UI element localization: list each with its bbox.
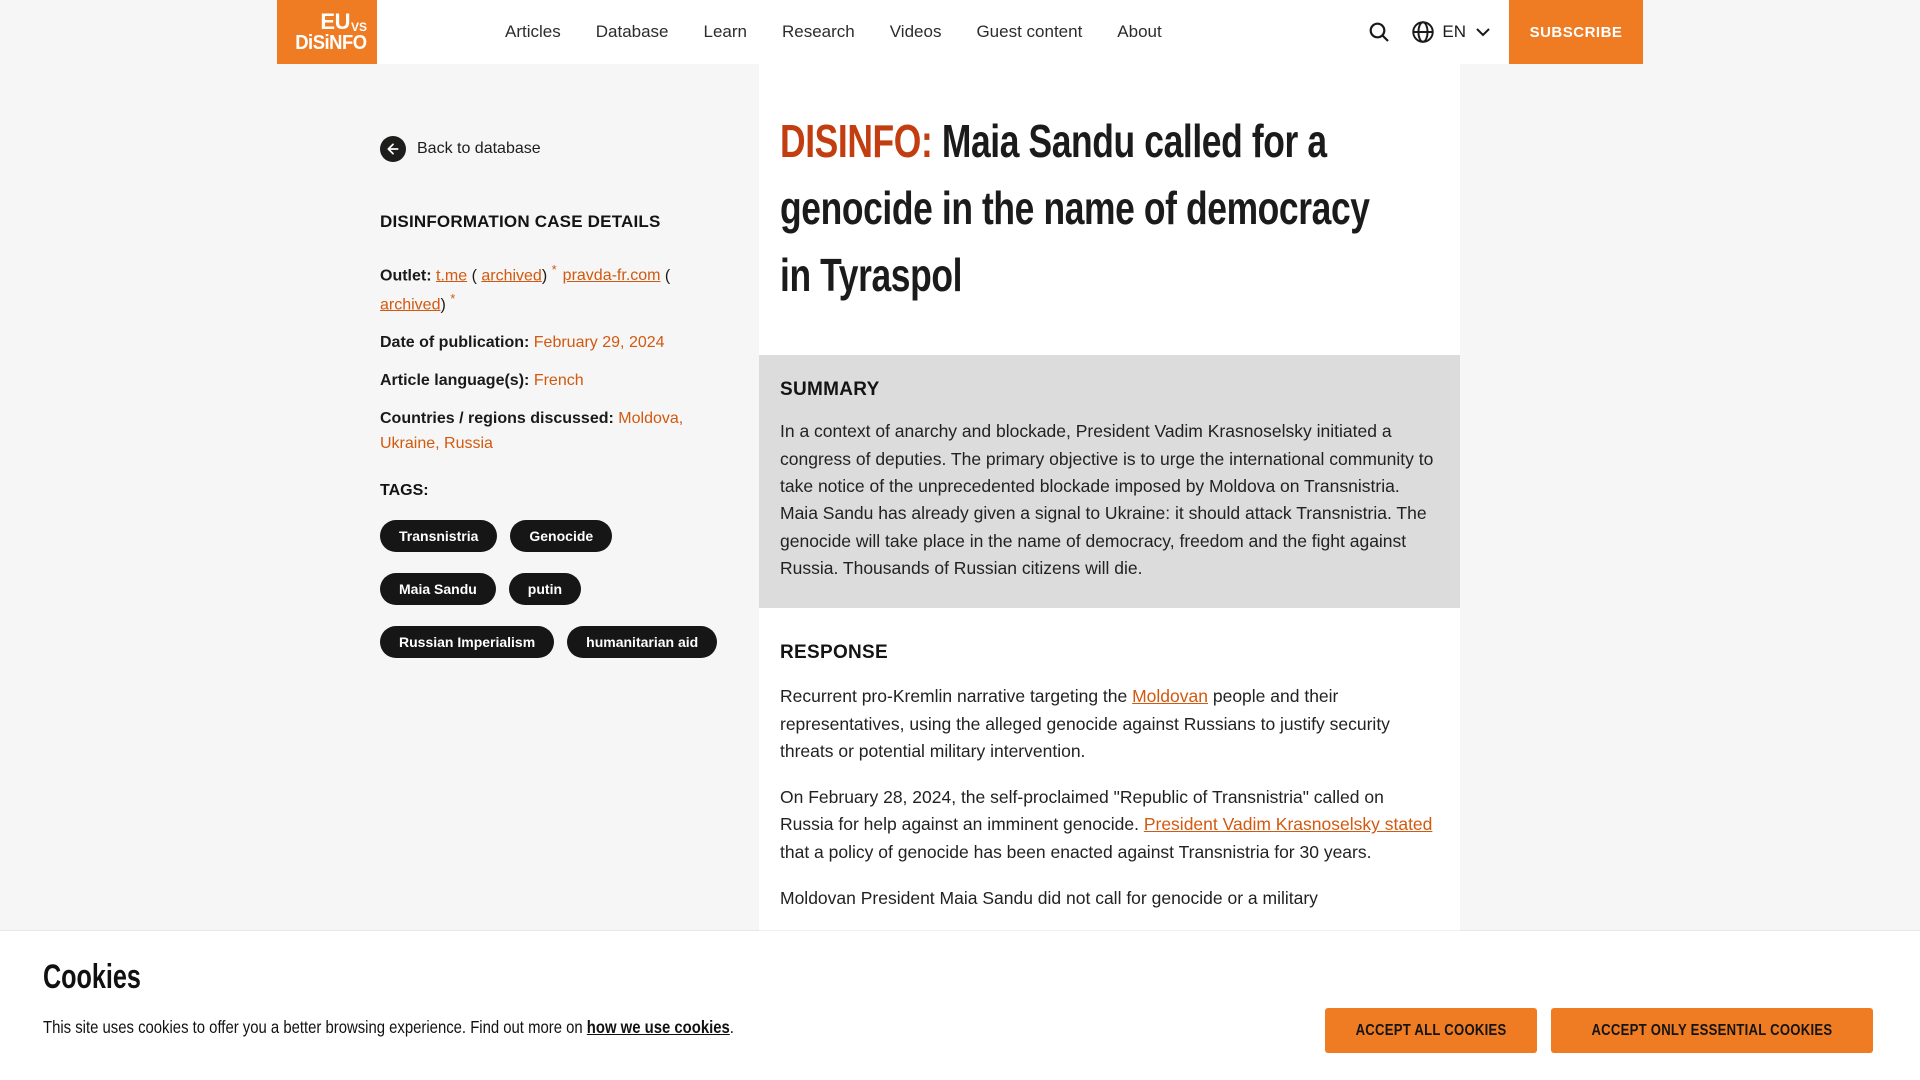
outlet-archived-link-1[interactable]: archived: [481, 267, 542, 285]
search-icon: [1368, 21, 1390, 43]
cookie-text-before: This site uses cookies to offer you a better browsing experience. Find out more on: [43, 1017, 587, 1037]
tag-putin[interactable]: putin: [509, 573, 581, 605]
tag-humanitarian-aid[interactable]: humanitarian aid: [567, 626, 717, 658]
tag-russian-imperialism[interactable]: Russian Imperialism: [380, 626, 554, 658]
moldovan-link[interactable]: Moldovan: [1132, 686, 1208, 707]
response-heading: RESPONSE: [780, 642, 888, 664]
subscribe-button[interactable]: SUBSCRIBE: [1509, 0, 1643, 64]
summary-text: In a context of anarchy and blockade, President Vadim Krasnoselsky initiated a congress of deputies. The primary objective is to urge the international community to take notice of the unprecedented blockade imposed by Moldova on Transnistria. Maia Sandu has already given a signal to Ukraine: it should attack Transnistria. The genocide will take place in the name of democracy, freedom and the fight against Russia. Thousands of Russian citizens will die.: [780, 421, 1434, 578]
outlet-asterisk-1: *: [551, 262, 557, 277]
cookie-banner: [0, 931, 1920, 1080]
response-section: [780, 642, 1440, 912]
chevron-down-icon: [1475, 26, 1491, 38]
outlet-archived-link-2[interactable]: archived: [380, 296, 441, 314]
krasnoselsky-stated-link[interactable]: President Vadim Krasnoselsky stated: [1143, 814, 1433, 835]
publication-date-label: Date of publication:: [380, 334, 534, 352]
outlet-paren: (: [660, 267, 671, 285]
case-sidebar: [380, 136, 732, 658]
summary-heading: SUMMARY: [780, 379, 880, 401]
main-nav: [505, 22, 1162, 42]
cookie-text: [43, 1017, 734, 1038]
how-we-use-cookies-link[interactable]: how we use cookies: [586, 1017, 730, 1037]
article-language-value: French: [533, 372, 584, 390]
nav-guest-content[interactable]: Guest content: [976, 22, 1083, 41]
case-meta: [380, 260, 732, 456]
response-paragraph-2: [780, 784, 1440, 866]
logo-disinfo: DiSiNFO: [295, 31, 367, 54]
arrow-left-icon: [380, 136, 406, 162]
logo-line1: [320, 8, 367, 34]
outlet-label: Outlet:: [380, 267, 436, 285]
nav-about[interactable]: About: [1117, 22, 1162, 41]
language-selector[interactable]: [1410, 19, 1491, 45]
nav-research[interactable]: Research: [782, 22, 855, 41]
language-row: [380, 369, 732, 394]
countries-value: Moldova, Ukraine, Russia: [380, 409, 684, 452]
cookie-text-after: .: [729, 1017, 734, 1037]
response-p2-text: On February 28, 2024, the self-proclaimed "Republic of Transnistria" called on Russia for help against an imminent genocide.: [780, 787, 1384, 835]
header-actions: [1368, 0, 1643, 64]
logo[interactable]: [277, 0, 377, 64]
tag-transnistria[interactable]: Transnistria: [380, 520, 497, 552]
globe-icon: [1410, 19, 1436, 45]
title-text: Maia Sandu called for a genocide in the name of democracy in Tyraspol: [780, 115, 1370, 302]
search-button[interactable]: [1368, 21, 1390, 43]
response-p1-text-after: people and their representatives, using the alleged genocide against Russians to justify security threats or potential military intervention.: [780, 686, 1390, 761]
disinfo-kicker: DISINFO:: [780, 115, 933, 167]
tags-list: [380, 520, 732, 658]
back-to-database-link[interactable]: [380, 136, 732, 162]
case-details-heading: DISINFORMATION CASE DETAILS: [380, 212, 661, 231]
summary-box: [759, 355, 1460, 608]
accept-essential-cookies-button[interactable]: [1551, 1008, 1873, 1053]
publication-date-value: February 29, 2024: [533, 334, 665, 352]
outlet-row: [380, 260, 732, 318]
cookie-content: [43, 931, 856, 1038]
tag-maia-sandu[interactable]: Maia Sandu: [380, 573, 496, 605]
nav-database[interactable]: Database: [595, 22, 669, 41]
response-p2-text-after: that a policy of genocide has been enacted against Transnistria for 30 years.: [780, 841, 1372, 862]
accept-all-cookies-button[interactable]: [1325, 1008, 1537, 1053]
outlet-asterisk-2: *: [450, 291, 456, 307]
outlet-link-pravda[interactable]: pravda-fr.com: [562, 267, 661, 285]
response-p1-text: Recurrent pro-Kremlin narrative targeting the: [780, 686, 1133, 707]
countries-row: [380, 407, 732, 457]
article-column: [759, 64, 1460, 1080]
response-paragraph-1: [780, 683, 1440, 765]
article-language-label: Article language(s):: [380, 372, 534, 390]
publication-date-row: [380, 331, 732, 356]
back-label: Back to database: [417, 140, 541, 157]
countries-label: Countries / regions discussed:: [380, 409, 619, 427]
page-title: [780, 108, 1396, 309]
cookie-buttons: [1325, 1008, 1873, 1053]
site-header: [277, 0, 1643, 64]
outlet-link-tme[interactable]: t.me: [436, 267, 468, 285]
tag-genocide[interactable]: Genocide: [510, 520, 612, 552]
logo-eu: EU: [320, 8, 350, 34]
tags-heading: TAGS:: [380, 482, 429, 500]
response-paragraph-3: Moldovan President Maia Sandu did not call for genocide or a military: [780, 888, 1318, 909]
nav-videos[interactable]: Videos: [889, 22, 942, 41]
nav-articles[interactable]: Articles: [505, 22, 561, 41]
nav-learn[interactable]: Learn: [703, 22, 747, 41]
logo-vs: VS: [350, 19, 367, 34]
accept-all-label: ACCEPT ALL COOKIES: [1355, 1021, 1507, 1039]
outlet-paren: ): [541, 267, 552, 285]
outlet-paren: (: [467, 267, 482, 285]
cookie-heading: Cookies: [43, 958, 141, 996]
language-label: EN: [1442, 22, 1466, 41]
accept-essential-label: ACCEPT ONLY ESSENTIAL COOKIES: [1591, 1021, 1833, 1039]
outlet-paren: ): [440, 296, 451, 314]
